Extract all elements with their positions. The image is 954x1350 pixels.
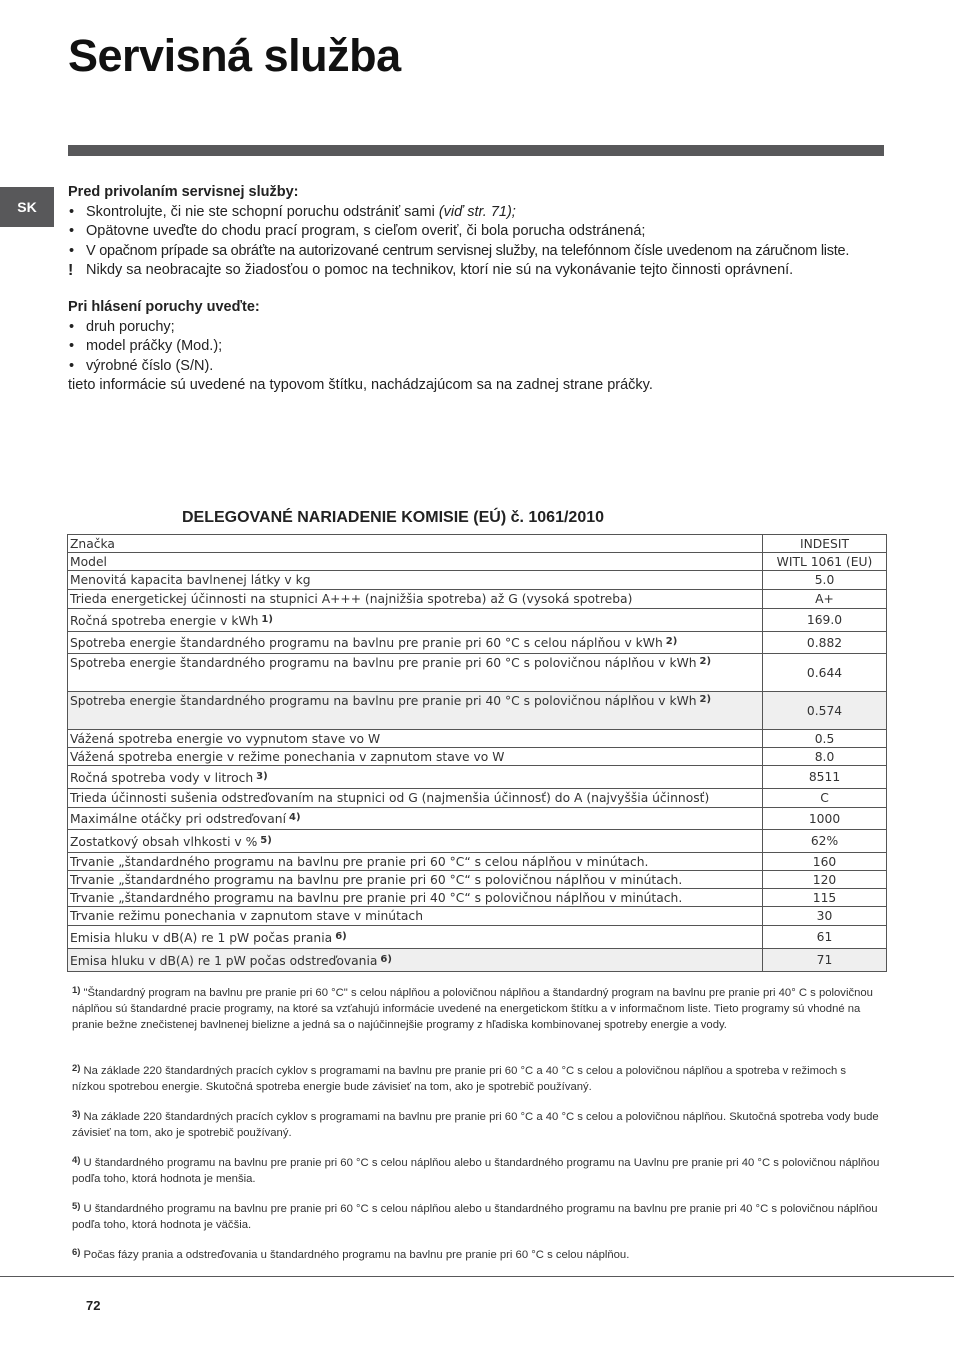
- value-cell: 62%: [763, 830, 887, 853]
- report-item-text: výrobné číslo (S/N).: [86, 357, 214, 374]
- header-rule: [68, 145, 884, 156]
- parameter-label: Trvanie „štandardného programu na bavlnu pre pranie pri 60 °C“ s polovičnou náplňou v minútach.: [70, 872, 683, 887]
- table-row: [68, 808, 887, 830]
- parameter-cell: [68, 830, 763, 853]
- value-cell: 115: [763, 889, 887, 907]
- report-item: [68, 337, 898, 357]
- before-call-section: [68, 183, 898, 281]
- table-row: [68, 789, 887, 808]
- value-cell: 0.644: [763, 654, 887, 692]
- footnote-mark: 1): [72, 985, 81, 996]
- table-row: [68, 730, 887, 748]
- warning-item: [68, 261, 898, 281]
- parameter-cell: [68, 907, 763, 926]
- parameter-label: Trieda účinnosti sušenia odstreďovaním na stupnici od G (najmenšia účinnosť) do A (najvyššia účinnosť): [70, 791, 710, 805]
- parameter-label: Spotreba energie štandardného programu na bavlnu pre pranie pri 60 °C s celou náplňou v kWh: [70, 636, 663, 650]
- parameter-cell: [68, 553, 763, 571]
- bullet-marker: •: [69, 318, 75, 335]
- footnote-text: U štandardného programu na bavlnu pre pranie pri 60 °C s celou náplňou alebo u štandardného programu na Uavlnu pre pranie pri 40 °C s polovičnou náplňou podľa toho, ktorá hodnota je menšia.: [72, 1157, 880, 1185]
- report-item-text: druh poruchy;: [86, 318, 175, 335]
- regulation-table: [67, 534, 887, 972]
- before-call-item: [68, 222, 898, 242]
- report-section: [68, 298, 898, 396]
- footnote-text: "Štandardný program na bavlnu pre pranie pri 60 °C" s celou náplňou a polovičnou náplňou a štandardný program na bavlnu pre pranie pri 40° C s polovičnou náplňou sú štandardné pracie programy, na ktoré sa vzťahujú informácie uvedené na energetickom štítku a v informačnom liste. Tieto programy sú vhodné na pranie bežne znečistenej bavlnenej bielizne a jedná sa o najúčinnejšie programy z hľadiska kombinovanej spotreby energie a vody.: [72, 987, 873, 1031]
- parameter-label: Ročná spotreba energie v kWh: [70, 613, 259, 628]
- parameter-label: Maximálne otáčky pri odstreďovaní: [70, 812, 286, 826]
- parameter-label: Spotreba energie štandardného programu na bavlnu pre pranie pri 60 °C s polovičnou náplňou v kWh: [70, 656, 697, 670]
- value-cell: 0.574: [763, 692, 887, 730]
- table-row: [68, 748, 887, 766]
- table-row: [68, 766, 887, 789]
- footnote-mark: 5): [72, 1201, 81, 1212]
- report-heading: Pri hlásení poruchy uveďte:: [68, 299, 260, 315]
- table-row: [68, 553, 887, 571]
- table-row: [68, 609, 887, 632]
- footnote-reference: 5): [260, 834, 272, 846]
- parameter-label: Trvanie režimu ponechania v zapnutom stave v minútach: [70, 909, 423, 923]
- report-item: [68, 318, 898, 338]
- parameter-label: Emisia hluku v dB(A) re 1 pW počas prania: [70, 930, 333, 945]
- parameter-label: Model: [70, 554, 107, 569]
- parameter-label: Značka: [70, 536, 115, 551]
- footnote-reference: 6): [380, 953, 392, 965]
- table-row: [68, 632, 887, 654]
- before-call-heading: Pred privolaním servisnej služby:: [68, 184, 299, 200]
- footnote: [72, 1245, 880, 1263]
- value-cell: 160: [763, 853, 887, 871]
- table-row: [68, 654, 887, 692]
- parameter-label: Trvanie „štandardného programu na bavlnu pre pranie pri 60 °C“ s celou náplňou v minútach.: [70, 854, 649, 869]
- footnote: [72, 1153, 880, 1187]
- parameter-cell: [68, 766, 763, 789]
- parameter-cell: [68, 949, 763, 972]
- footnote: [72, 1199, 880, 1233]
- footnote-mark: 3): [72, 1109, 81, 1120]
- parameter-cell: [68, 789, 763, 808]
- warning-item-text: Nikdy sa neobracajte so žiadosťou o pomoc na technikov, ktorí nie sú na vykonávanie tejto činnosti oprávnení.: [86, 262, 794, 278]
- report-list: [68, 318, 898, 377]
- parameter-cell: [68, 748, 763, 766]
- value-cell: 120: [763, 871, 887, 889]
- table-row: [68, 907, 887, 926]
- bullet-marker: •: [69, 203, 75, 220]
- parameter-label: Vážená spotreba energie v režime ponechania v zapnutom stave vo W: [70, 749, 505, 764]
- value-cell: 61: [763, 926, 887, 949]
- warning-icon: !: [68, 262, 74, 279]
- table-row: [68, 535, 887, 553]
- value-cell: INDESIT: [763, 535, 887, 553]
- parameter-label: Spotreba energie štandardného programu na bavlnu pre pranie pri 40 °C s polovičnou náplňou v kWh: [70, 694, 697, 708]
- footnote-reference: 2): [699, 656, 712, 667]
- footnote-reference: 4): [289, 812, 301, 823]
- parameter-cell: [68, 535, 763, 553]
- bullet-marker: •: [69, 242, 75, 259]
- page-number: 72: [86, 1298, 101, 1313]
- value-cell: 0.5: [763, 730, 887, 748]
- footnote: [72, 983, 880, 1033]
- report-item: [68, 357, 898, 377]
- footer-rule: [0, 1276, 954, 1277]
- table-row: [68, 590, 887, 609]
- table-row: [68, 871, 887, 889]
- parameter-cell: [68, 871, 763, 889]
- footnote-reference: 6): [335, 930, 347, 942]
- footnote-reference: 2): [699, 694, 712, 705]
- before-call-item-text: Skontrolujte, či nie ste schopní poruchu odstrániť sami: [86, 203, 439, 220]
- value-cell: 0.882: [763, 632, 887, 654]
- regulation-title: DELEGOVANÉ NARIADENIE KOMISIE (EÚ) č. 1061/2010: [181, 509, 605, 526]
- parameter-cell: [68, 926, 763, 949]
- page-reference: (viď str. 71);: [438, 203, 516, 220]
- footnote: [72, 1107, 880, 1141]
- parameter-cell: [68, 654, 763, 692]
- table-row: [68, 949, 887, 972]
- parameter-cell: [68, 571, 763, 590]
- before-call-list: [68, 203, 898, 281]
- footnote-text: Na základe 220 štandardných pracích cyklov s programami na bavlnu pre pranie pri 60 °C a 40 °C s celou a polovičnou náplňou. Skutočná spotreba vody bude závisieť na tom, ako je spotrebič používaný.: [72, 1111, 879, 1139]
- before-call-item: [68, 203, 898, 223]
- report-item-text: model práčky (Mod.);: [86, 338, 223, 354]
- footnote-mark: 6): [72, 1247, 81, 1258]
- parameter-label: Vážená spotreba energie vo vypnutom stave vo W: [70, 731, 381, 746]
- table-row: [68, 571, 887, 590]
- footnote-text: Počas fázy prania a odstreďovania u štandardného programu na bavlnu pre pranie pri 60 °C s celou náplňou.: [83, 1249, 630, 1261]
- bullet-marker: •: [69, 357, 75, 374]
- footnote-reference: 3): [256, 770, 268, 782]
- parameter-label: Trvanie „štandardného programu na bavlnu pre pranie pri 40 °C“ s polovičnou náplňou v minútach.: [70, 890, 683, 905]
- parameter-label: Ročná spotreba vody v litroch: [70, 770, 254, 785]
- value-cell: 169.0: [763, 609, 887, 632]
- bullet-marker: •: [69, 223, 75, 239]
- parameter-cell: [68, 590, 763, 609]
- footnote-text: U štandardného programu na bavlnu pre pranie pri 60 °C s celou náplňou alebo u štandardného programu na bavlnu pre pranie pri 40 °C s polovičnou náplňou podľa toho, ktorá hodnota je väčšia.: [72, 1203, 878, 1231]
- parameter-cell: [68, 692, 763, 730]
- table-row: [68, 853, 887, 871]
- footnote-mark: 4): [72, 1155, 81, 1166]
- language-tab: SK: [0, 187, 54, 227]
- value-cell: 71: [763, 949, 887, 972]
- table-row: [68, 830, 887, 853]
- footnote: [72, 1061, 880, 1095]
- value-cell: C: [763, 789, 887, 808]
- before-call-item: [68, 242, 898, 262]
- value-cell: A+: [763, 590, 887, 609]
- footnote-reference: 2): [665, 636, 678, 647]
- value-cell: 1000: [763, 808, 887, 830]
- parameter-cell: [68, 730, 763, 748]
- value-cell: 8.0: [763, 748, 887, 766]
- report-footer: tieto informácie sú uvedené na typovom štítku, nachádzajúcom sa na zadnej strane práčky.: [68, 377, 653, 393]
- bullet-marker: •: [69, 338, 75, 354]
- footnote-text: Na základe 220 štandardných pracích cyklov s programami na bavlnu pre pranie pri 60 °C a 40 °C s celou a polovičnou náplňou a spotreba v režimoch s nízkou spotrebou energie. Skutočná spotreba energie bude závisieť na tom, ako je spotrebič používaný.: [72, 1065, 847, 1093]
- value-cell: WITL 1061 (EU): [763, 553, 887, 571]
- table-row: [68, 692, 887, 730]
- table-row: [68, 889, 887, 907]
- before-call-item-text: Opätovne uveďte do chodu prací program, s cieľom overiť, či bola porucha odstránená;: [86, 223, 646, 239]
- value-cell: 8511: [763, 766, 887, 789]
- footnote-reference: 1): [261, 613, 273, 625]
- value-cell: 30: [763, 907, 887, 926]
- parameter-cell: [68, 808, 763, 830]
- parameter-label: Emisa hluku v dB(A) re 1 pW počas odstreďovania: [70, 953, 378, 968]
- parameter-label: Menovitá kapacita bavlnenej látky v kg: [70, 573, 311, 587]
- parameter-cell: [68, 889, 763, 907]
- parameter-label: Zostatkový obsah vlhkosti v %: [70, 834, 258, 849]
- parameter-cell: [68, 853, 763, 871]
- page-title: Servisná služba: [68, 30, 401, 81]
- parameter-cell: [68, 609, 763, 632]
- parameter-label: Trieda energetickej účinnosti na stupnici A+++ (najnižšia spotreba) až G (vysoká spotreba): [70, 592, 633, 606]
- table-row: [68, 926, 887, 949]
- before-call-item-text: V opačnom prípade sa obráťte na autorizované centrum servisnej služby, na telefónnom čísle uvedenom na záručnom liste.: [86, 242, 850, 259]
- value-cell: 5.0: [763, 571, 887, 590]
- parameter-cell: [68, 632, 763, 654]
- regulation-table-body: [68, 535, 887, 972]
- footnote-mark: 2): [72, 1063, 81, 1074]
